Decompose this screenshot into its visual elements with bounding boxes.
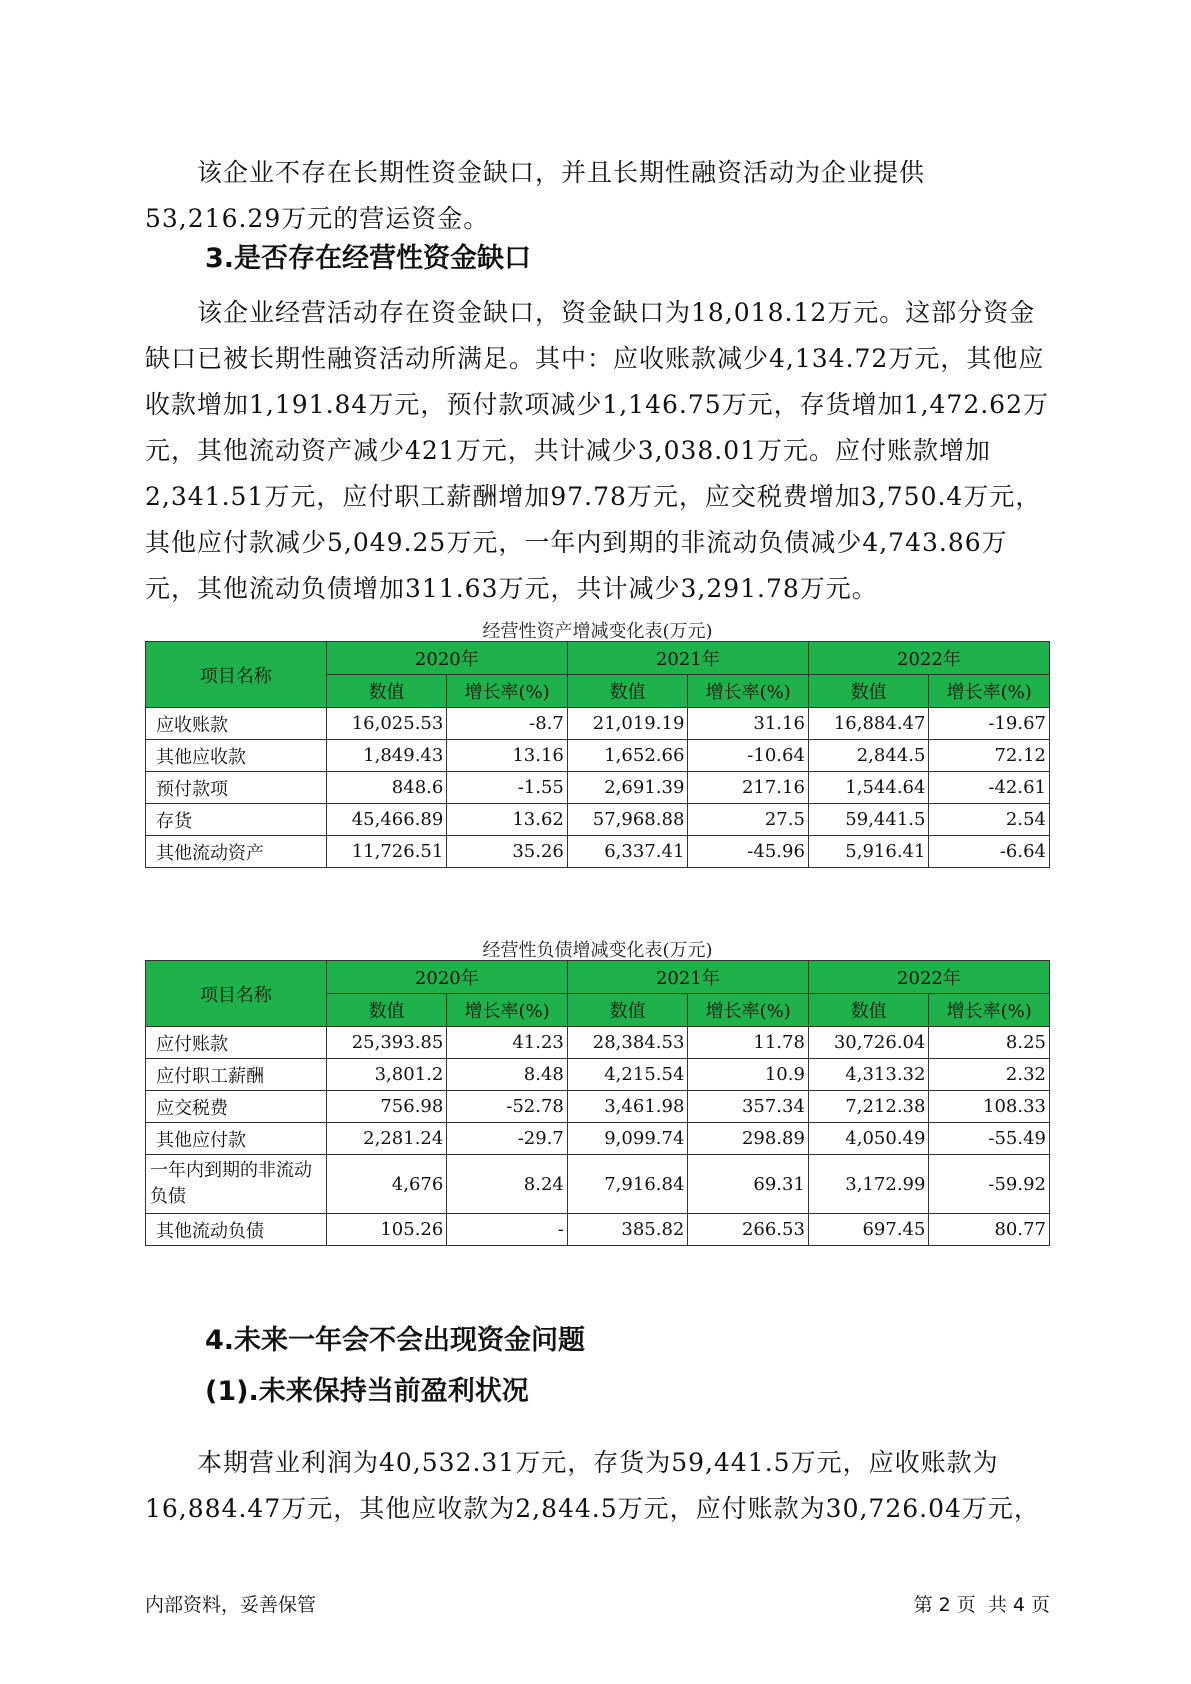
table-cell: 298.89 <box>688 1123 809 1155</box>
header-year-2021: 2021年 <box>567 642 808 675</box>
table-cell: -59.92 <box>929 1155 1050 1214</box>
paragraph-operating-gap: 该企业经营活动存在资金缺口，资金缺口为18,018.12万元。这部分资金缺口已被长期性融资活动所满足。其中：应收账款减少4,134.72万元，其他应收款增加1,191.84万元，预付款项减少1,146.75万元，存货增加1,472.62万元，其他流动资产减少421万元，共计减少3,038.01万元。应付账款增加2,341.51万元，应付职工薪酬增加97.78万元，应交税费增加3,750.4万元，其他应付款减少5,049.25万元，一年内到期的非流动负债减少4,743.86万元，其他流动负债增加311.63万元，共计减少3,291.78万元。 <box>145 298 1049 603</box>
header-item-name: 项目名称 <box>146 961 327 1027</box>
header-growth: 增长率(%) <box>688 675 809 708</box>
row-label: 其他流动负债 <box>146 1214 327 1246</box>
table-cell: -8.7 <box>447 708 568 740</box>
table-cell: 266.53 <box>688 1214 809 1246</box>
row-label: 应付职工薪酬 <box>146 1059 327 1091</box>
table-cell: 105.26 <box>326 1214 447 1246</box>
table-row <box>146 708 1050 740</box>
header-value: 数值 <box>326 994 447 1027</box>
header-value: 数值 <box>808 994 929 1027</box>
table-cell: 9,099.74 <box>567 1123 688 1155</box>
header-growth: 增长率(%) <box>929 675 1050 708</box>
header-year-2020: 2020年 <box>326 961 567 994</box>
table-row <box>146 772 1050 804</box>
table-row <box>146 804 1050 836</box>
table-cell: 108.33 <box>929 1091 1050 1123</box>
table-cell: 3,172.99 <box>808 1155 929 1214</box>
table-cell: 2,281.24 <box>326 1123 447 1155</box>
table-cell: 31.16 <box>688 708 809 740</box>
table-cell: -19.67 <box>929 708 1050 740</box>
table-cell: 28,384.53 <box>567 1027 688 1059</box>
header-growth: 增长率(%) <box>688 994 809 1027</box>
table-cell: 357.34 <box>688 1091 809 1123</box>
header-value: 数值 <box>567 994 688 1027</box>
row-label: 其他流动资产 <box>146 836 327 868</box>
paragraph-long-term-funding: 该企业不存在长期性资金缺口，并且长期性融资活动为企业提供53,216.29万元的营运资金。 <box>145 158 926 233</box>
row-label: 应付账款 <box>146 1027 327 1059</box>
table-cell: -6.64 <box>929 836 1050 868</box>
table-cell: 217.16 <box>688 772 809 804</box>
table-cell: 21,019.19 <box>567 708 688 740</box>
header-value: 数值 <box>326 675 447 708</box>
heading-operating-gap: 3.是否存在经营性资金缺口 <box>205 243 532 274</box>
table-cell: 6,337.41 <box>567 836 688 868</box>
table-cell: 3,461.98 <box>567 1091 688 1123</box>
table-cell: 30,726.04 <box>808 1027 929 1059</box>
row-label: 其他应收款 <box>146 740 327 772</box>
table-cell: 1,544.64 <box>808 772 929 804</box>
liability-change-table <box>145 960 1050 1246</box>
table-row <box>146 1123 1050 1155</box>
table-cell: 16,025.53 <box>326 708 447 740</box>
table-cell: 72.12 <box>929 740 1050 772</box>
table-cell: 2,691.39 <box>567 772 688 804</box>
row-label: 一年内到期的非流动负债 <box>146 1155 327 1214</box>
table-cell: 697.45 <box>808 1214 929 1246</box>
table-cell: 4,313.32 <box>808 1059 929 1091</box>
header-growth: 增长率(%) <box>929 994 1050 1027</box>
table-cell: -55.49 <box>929 1123 1050 1155</box>
table-cell: 4,050.49 <box>808 1123 929 1155</box>
table-row <box>146 1155 1050 1214</box>
header-year-2021: 2021年 <box>567 961 808 994</box>
table-row <box>146 1059 1050 1091</box>
table-cell: 11.78 <box>688 1027 809 1059</box>
table-cell: 69.31 <box>688 1155 809 1214</box>
table-cell: 8.48 <box>447 1059 568 1091</box>
table-cell: 4,215.54 <box>567 1059 688 1091</box>
table-cell: 385.82 <box>567 1214 688 1246</box>
asset-table-caption: 经营性资产增减变化表(万元) <box>482 621 713 642</box>
table-cell: 2,844.5 <box>808 740 929 772</box>
table-cell: 59,441.5 <box>808 804 929 836</box>
table-cell: 7,212.38 <box>808 1091 929 1123</box>
paragraph-operating-profit: 本期营业利润为40,532.31万元，存货为59,441.5万元，应收账款为16,884.47万元，其他应收款为2,844.5万元，应付账款为30,726.04万元， <box>145 1448 1040 1523</box>
heading-current-profit: (1).未来保持当前盈利状况 <box>205 1376 529 1407</box>
table-cell: 5,916.41 <box>808 836 929 868</box>
row-label: 其他应付款 <box>146 1123 327 1155</box>
table-cell: 1,652.66 <box>567 740 688 772</box>
table-cell: 1,849.43 <box>326 740 447 772</box>
row-label: 存货 <box>146 804 327 836</box>
header-growth: 增长率(%) <box>447 994 568 1027</box>
table-row <box>146 1027 1050 1059</box>
asset-change-table <box>145 641 1050 868</box>
table-cell: 2.54 <box>929 804 1050 836</box>
header-year-2022: 2022年 <box>808 961 1049 994</box>
row-label: 应交税费 <box>146 1091 327 1123</box>
table-cell: 57,968.88 <box>567 804 688 836</box>
table-cell: 8.25 <box>929 1027 1050 1059</box>
table-cell: -42.61 <box>929 772 1050 804</box>
heading-future-funding: 4.未来一年会不会出现资金问题 <box>205 1325 586 1356</box>
table-cell: -29.7 <box>447 1123 568 1155</box>
header-value: 数值 <box>567 675 688 708</box>
header-item-name: 项目名称 <box>146 642 327 708</box>
table-row <box>146 740 1050 772</box>
liability-table-caption: 经营性负债增减变化表(万元) <box>482 940 713 961</box>
table-cell: 10.9 <box>688 1059 809 1091</box>
table-cell: 8.24 <box>447 1155 568 1214</box>
header-year-2022: 2022年 <box>808 642 1049 675</box>
table-cell: 45,466.89 <box>326 804 447 836</box>
table-cell: 3,801.2 <box>326 1059 447 1091</box>
table-cell: 25,393.85 <box>326 1027 447 1059</box>
table-cell: 11,726.51 <box>326 836 447 868</box>
table-cell: 35.26 <box>447 836 568 868</box>
table-row <box>146 1214 1050 1246</box>
table-cell: 80.77 <box>929 1214 1050 1246</box>
table-cell: 2.32 <box>929 1059 1050 1091</box>
footer-confidential-note: 内部资料，妥善保管 <box>145 1594 317 1616</box>
table-cell: 4,676 <box>326 1155 447 1214</box>
table-row <box>146 836 1050 868</box>
table-cell: -45.96 <box>688 836 809 868</box>
table-row <box>146 1091 1050 1123</box>
row-label: 预付款项 <box>146 772 327 804</box>
table-cell: -10.64 <box>688 740 809 772</box>
row-label: 应收账款 <box>146 708 327 740</box>
header-year-2020: 2020年 <box>326 642 567 675</box>
table-cell: -52.78 <box>447 1091 568 1123</box>
table-cell: 848.6 <box>326 772 447 804</box>
table-cell: 13.16 <box>447 740 568 772</box>
table-cell: 27.5 <box>688 804 809 836</box>
table-cell: 16,884.47 <box>808 708 929 740</box>
table-cell: 756.98 <box>326 1091 447 1123</box>
table-cell: 13.62 <box>447 804 568 836</box>
table-cell: 41.23 <box>447 1027 568 1059</box>
header-value: 数值 <box>808 675 929 708</box>
footer-page-number: 第 2 页 共 4 页 <box>913 1594 1050 1616</box>
table-cell: -1.55 <box>447 772 568 804</box>
header-growth: 增长率(%) <box>447 675 568 708</box>
table-cell: - <box>447 1214 568 1246</box>
table-cell: 7,916.84 <box>567 1155 688 1214</box>
